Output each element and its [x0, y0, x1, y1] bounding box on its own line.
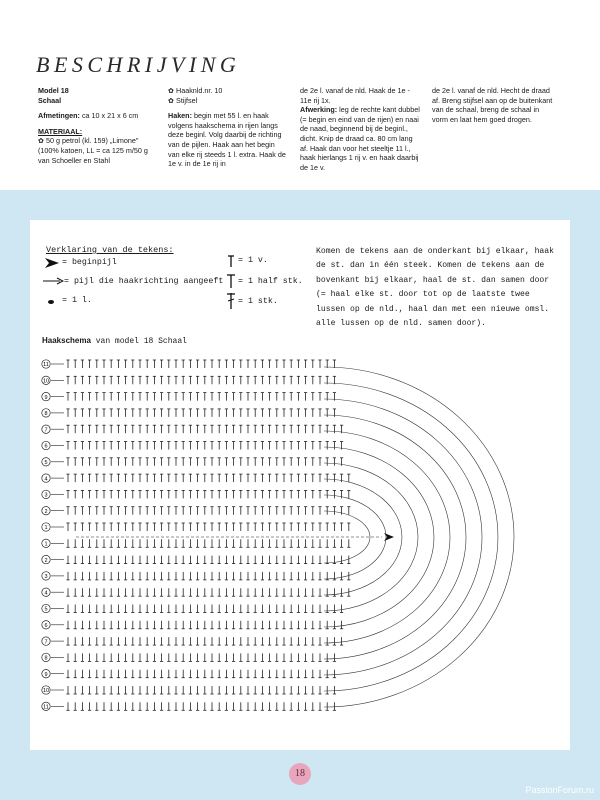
row-number: 9: [44, 671, 48, 678]
chart-title-bold: Haakschema: [42, 336, 91, 345]
sc-stitch-icon: [226, 254, 236, 268]
legend-title: Verklaring van de tekens:: [46, 245, 174, 255]
legend-chain: = 1 l.: [62, 296, 92, 305]
legend-hdc: = 1 half stk.: [238, 277, 303, 286]
row-number: 6: [44, 443, 48, 450]
start-arrow: [384, 533, 394, 541]
chart-title-rest: van model 18 Schaal: [90, 337, 187, 346]
row-number: 1: [44, 541, 48, 548]
chart-title: [42, 336, 187, 346]
dc-stitch-icon: [226, 292, 236, 310]
crochet-label: Haken:: [168, 111, 192, 121]
row-number: 4: [44, 476, 48, 483]
row-number: 1: [44, 525, 48, 532]
row-number: 8: [44, 411, 48, 418]
crochet-chart: [36, 346, 566, 726]
crochet-text: begin met 55 l. en haak volgens haakschema in rijen langs deze beginl. Volg daarbij de richting van de pijlen. Haak aan het begin van elke rij steeds 1 l. extra. Haak de 1e v. in de 1e rij in: [168, 111, 286, 169]
model-name: Schaal: [38, 95, 62, 105]
row-number: 2: [44, 508, 48, 515]
legend-direction-arrow: = pijl die haakrichting aangeeft: [64, 277, 224, 286]
row-number: 10: [42, 378, 50, 385]
model-number: Model 18: [38, 86, 69, 95]
legend-sc: = 1 v.: [238, 256, 268, 265]
hdc-stitch-icon: [226, 273, 236, 289]
start-arrow-icon: [44, 257, 60, 269]
row-number: 7: [44, 639, 48, 646]
final-text: de 2e l. vanaf de nld. Hecht de draad af. Breng stijfsel aan op de buitenkant van de schaal, breng de schaal in vorm en laat hem goed drogen.: [432, 86, 553, 124]
materials-label: MATERIAAL:: [38, 126, 83, 136]
legend-start-arrow: = beginpijl: [62, 258, 117, 267]
watermark: PassionForum.ru: [525, 785, 594, 795]
starch-line: ✿ Stijfsel: [168, 95, 198, 105]
row-number: 5: [44, 460, 48, 466]
finishing-label: Afwerking:: [300, 105, 338, 115]
row-number: 2: [44, 557, 48, 564]
text-column-1: [38, 86, 154, 165]
text-column-3: [300, 86, 420, 172]
row-number: 11: [43, 362, 49, 369]
row-number: 6: [44, 623, 48, 629]
row-number: 5: [44, 606, 48, 613]
row-number: 4: [44, 590, 48, 597]
row-number: 3: [44, 492, 48, 499]
dimensions-value: ca 10 x 21 x 6 cm: [81, 111, 139, 121]
round-arc: [324, 415, 466, 659]
direction-arrow-icon: [42, 276, 64, 286]
finishing-text: leg de rechte kant dubbel (= begin en eind van de rijen) en naai de naad, beginnend bij de beginl., dicht. Knip de draad ca. 80 cm lang af. Haak dan voor het steeltje 11 l., haak hierlangs 1 rij v. en haak daarbij de 1e v.: [300, 105, 420, 172]
chart-explanation: Komen de tekens aan de onderkant bij elkaar, haak de st. dan in één steek. Komen de tekens aan de bovenkant bij elkaar, haal de st. dan samen door (= haal elke st. door tot op de laatste twee lussen op de nld., haal dan met een nieuwe omsl. alle lussen op de nld. samen door).: [316, 247, 554, 329]
needle-line: ✿ Haaknld.nr. 10: [168, 86, 223, 95]
round-arc: [324, 383, 498, 691]
row-number: 7: [44, 427, 48, 434]
dimensions-label: Afmetingen:: [38, 111, 80, 121]
legend-dc: = 1 stk.: [238, 297, 278, 306]
text-column-4: [432, 86, 556, 124]
continuation-text: de 2e l. vanaf de nld. Haak de 1e - 11e rij 1x.: [300, 86, 410, 105]
text-column-2: [168, 86, 286, 169]
row-number: 11: [43, 704, 49, 711]
row-number: 9: [44, 394, 48, 401]
article-section: [0, 0, 600, 190]
page-number-badge: 18: [289, 763, 311, 785]
row-number: 3: [44, 574, 48, 581]
page-title: BESCHRIJVING: [36, 52, 241, 77]
row-number: 8: [44, 655, 48, 662]
materials-text: ✿ 50 g petrol (kl. 159) „Limone" (100% katoen, LL = ca 125 m/50 g van Schoeller en Stahl: [38, 136, 148, 165]
chain-dot-icon: [46, 297, 56, 307]
row-number: 10: [42, 688, 50, 695]
